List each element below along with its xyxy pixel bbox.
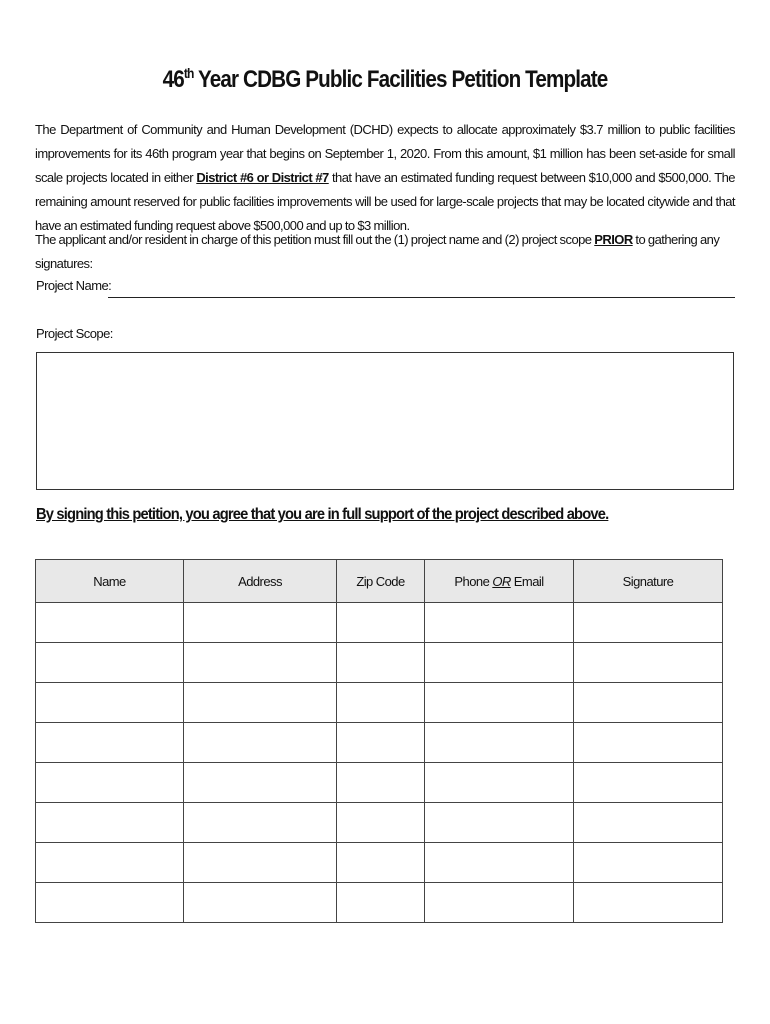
project-scope-field[interactable] (36, 352, 734, 490)
col-header-signature: Signature (574, 560, 723, 603)
cell-zip[interactable] (337, 643, 425, 683)
cell-zip[interactable] (337, 723, 425, 763)
cell-signature[interactable] (574, 883, 723, 923)
cell-name[interactable] (36, 843, 184, 883)
cell-name[interactable] (36, 763, 184, 803)
cell-contact[interactable] (425, 883, 574, 923)
table-row (36, 723, 723, 763)
signature-table (35, 559, 723, 923)
cell-address[interactable] (184, 763, 337, 803)
table-header-row (36, 560, 723, 603)
table-row (36, 683, 723, 723)
agreement-statement: By signing this petition, you agree that you are in full support of the project described above. (36, 506, 609, 523)
title-number: 46 (162, 66, 184, 93)
project-name-field[interactable] (108, 297, 735, 298)
page-title (54, 66, 716, 94)
title-superscript: th (183, 65, 194, 81)
intro-text-1: The Department of Community and Human Development (DCHD) expects to allocate approximately $3.7 million to public facilities improvements for its 46th program year that begins on September 1, 2020. From this amount, $1 million has been set-aside for small scale projects located in either (35, 122, 735, 185)
cell-signature[interactable] (574, 643, 723, 683)
cell-zip[interactable] (337, 843, 425, 883)
cell-signature[interactable] (574, 683, 723, 723)
intro-districts: District #6 or District #7 (196, 170, 329, 185)
cell-address[interactable] (184, 683, 337, 723)
cell-name[interactable] (36, 803, 184, 843)
instructions-prior: PRIOR (594, 232, 633, 247)
table-row (36, 883, 723, 923)
cell-zip[interactable] (337, 883, 425, 923)
cell-contact[interactable] (425, 763, 574, 803)
col-header-name: Name (36, 560, 184, 603)
cell-signature[interactable] (574, 723, 723, 763)
intro-paragraph (35, 118, 735, 238)
title-text: Year CDBG Public Facilities Petition Template (193, 66, 608, 93)
cell-contact[interactable] (425, 603, 574, 643)
cell-name[interactable] (36, 883, 184, 923)
cell-name[interactable] (36, 603, 184, 643)
cell-name[interactable] (36, 683, 184, 723)
cell-name[interactable] (36, 643, 184, 683)
cell-contact[interactable] (425, 643, 574, 683)
cell-zip[interactable] (337, 763, 425, 803)
col-header-contact-phone: Phone (454, 573, 493, 589)
table-row (36, 603, 723, 643)
cell-address[interactable] (184, 723, 337, 763)
cell-zip[interactable] (337, 803, 425, 843)
cell-zip[interactable] (337, 603, 425, 643)
cell-contact[interactable] (425, 723, 574, 763)
col-header-contact (425, 560, 574, 603)
cell-signature[interactable] (574, 603, 723, 643)
instructions-paragraph (35, 228, 735, 276)
col-header-address: Address (184, 560, 337, 603)
cell-contact[interactable] (425, 683, 574, 723)
table-row (36, 643, 723, 683)
cell-signature[interactable] (574, 763, 723, 803)
cell-signature[interactable] (574, 803, 723, 843)
cell-address[interactable] (184, 803, 337, 843)
cell-signature[interactable] (574, 843, 723, 883)
col-header-contact-email: Email (510, 573, 544, 589)
table-row (36, 843, 723, 883)
cell-address[interactable] (184, 603, 337, 643)
cell-contact[interactable] (425, 843, 574, 883)
cell-name[interactable] (36, 723, 184, 763)
intro-text-2: that have an estimated funding request between $10,000 and $500,000. The remaining amount reserved for public facilities improvements will be used for large-scale projects that may be located citywide and that have an estimated funding request above $500,000 and up to $3 million. (35, 170, 735, 233)
instructions-text-2: to gathering any signatures: (35, 232, 720, 271)
project-name-label: Project Name: (36, 278, 112, 293)
cell-address[interactable] (184, 643, 337, 683)
table-row (36, 763, 723, 803)
instructions-text-1: The applicant and/or resident in charge of this petition must fill out the (1) project name and (2) project scope (35, 232, 595, 247)
table-row (36, 803, 723, 843)
col-header-zip: Zip Code (337, 560, 425, 603)
cell-address[interactable] (184, 883, 337, 923)
project-scope-label: Project Scope: (36, 326, 113, 341)
cell-contact[interactable] (425, 803, 574, 843)
cell-zip[interactable] (337, 683, 425, 723)
col-header-contact-or: OR (492, 573, 511, 589)
cell-address[interactable] (184, 843, 337, 883)
